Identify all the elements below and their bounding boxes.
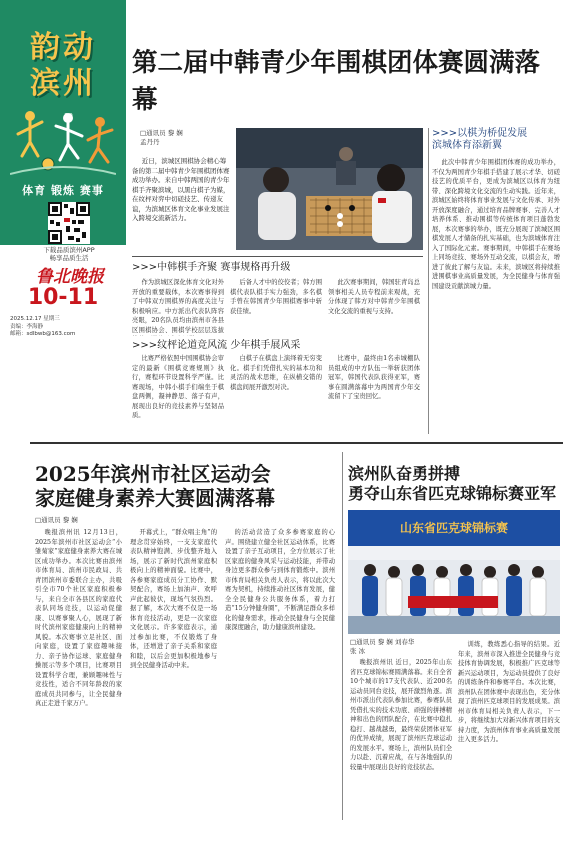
section2-col3: 比赛中，最终由1名赤城棚队员组成的中方队伍一举斩获团体冠军，韩国代表队获得亚军，赛事在圆满落幕中为两国青少年交流留下了宝贵回忆。 bbox=[328, 355, 420, 400]
team-photo bbox=[348, 510, 560, 634]
newspaper-logo: 鲁北晚报 bbox=[36, 267, 104, 287]
community-headline: 2025年滨州市社区运动会家庭健身素养大赛圆满落幕 bbox=[35, 462, 275, 510]
section1-col2: 后备人才中的佼佼者；韩方围棋代表队棋手实力强劲，多名棋手曾在韩国青少年围棋赛事中斩获佳绩。 bbox=[230, 279, 322, 315]
section2-col1: 比赛严格依照中国围棋协会审定的最新《围棋竞赛规则》执行，赛程环节设置科学严谨。比赛现场，中韩小棋手们端坐于棋盘两侧，凝神静思、落子有声，展现出良好的竞技素养与坚韧品质。 bbox=[132, 355, 224, 419]
section1-subhead: >>>中韩棋手齐聚 赛事规格再升级 bbox=[132, 262, 291, 273]
team-col2: 训练，教练悉心指导的结果。近年来，滨州市深入推进全民健身与竞技体育协调发展，积极推广匹克球等新兴运动项目，为运动员提供了良好的训练条件和参赛平台。本次比赛，滨州队在团体赛中表现出色，充分体现了滨州匹克球项目的发展成果。滨州市体育局相关负责人表示，下一步，将继续加大对新兴体育项目的支持力度，为滨州体育事业高质量发展注入更多活力。 bbox=[458, 641, 560, 743]
lead-section-divider bbox=[132, 256, 423, 257]
sports-silhouettes-illustration bbox=[10, 104, 116, 176]
issue-meta-editor: 责编：李海静 bbox=[10, 323, 44, 330]
issue-meta-date: 2025.12.17 星期三 bbox=[10, 316, 60, 322]
sidebar-subhead: >>>以棋为桥促发展 滨城体育添新翼 bbox=[432, 128, 528, 151]
sidebar-rule bbox=[428, 128, 429, 434]
section-separator bbox=[30, 442, 563, 444]
issue-meta bbox=[10, 316, 120, 339]
issue-date: 10-11 bbox=[27, 285, 99, 310]
team-col1: 晚报滨州讯 近日，2025年山东省匹克球锦标赛圆满落幕。来自全省10个城市的17支代表队、近200名运动员同台竞技，展开激烈角逐。滨州市派出代表队参加比赛，参赛队员凭借扎实的技术功底、顽强的拼搏精神和出色的团队配合，在比赛中稳扎稳打、越战越勇，最终荣获团体亚军的优异成绩，展现了滨州匹克球运动的发展水平。赛场上，滨州队员们全力以赴、沉着应战，在与各地强队的较量中展现出良好的竞技状态。 bbox=[350, 659, 452, 771]
section2-subhead: >>>纹枰论道竞风流 少年棋手展风采 bbox=[132, 340, 301, 351]
lead-headline: 第二届中韩青少年围棋团体赛圆满落幕 bbox=[132, 48, 541, 115]
lead-byline: □通讯员 黎 娴 孟丹丹 bbox=[140, 129, 183, 146]
masthead-title-line2: 滨州 bbox=[30, 66, 96, 101]
community-col1: 晚报滨州讯 12月13日，2025年滨州市社区运动会“小雏菊家”家庭健身素养大赛在城区成功举办。本次比赛由滨州市体育局、滨州市民政局、共青团滨州市委联合主办，共吸引全市70个社区家庭积极参与，来自全市各县区的家庭代表队同场竞技，以运动促健康、以赛事聚人心，展现了新时代滨州家庭健康向上的精神风貌。本次赛事立足社区、面向家庭，设置了家庭趣味接力、亲子协作运球、家庭健身操展示等多个项目，比赛项目设置科学合理，兼顾趣味性与竞技性，适合不同年龄段的家庭成员共同参与，让全民健身真正走进千家万户。 bbox=[35, 529, 122, 707]
section1-col3: 此次赛事期间，韩国驻青岛总领事相关人员专程前来观战，充分体现了韩方对中韩青少年围棋文化交流的重视与支持。 bbox=[328, 279, 420, 315]
community-col2: 开幕式上，“群众唱主角”的理念贯穿始终，一支支家庭代表队精神饱满、步伐整齐地入场，展示了新时代滨州家庭积极向上的精神面貌。比赛中，各参赛家庭成员分工协作、默契配合，赛场上加油声、欢呼声此起彼伏，现场气氛热烈。据了解，本次大赛不仅是一场体育竞技活动，更是一次家庭文化展示。许多家庭表示，通过参加比赛，不仅锻炼了身体，还增进了亲子关系和家庭和睦，以后会更加积极地参与到全民健身活动中来。 bbox=[130, 529, 217, 669]
section1-col1: 作为滨城区深化体育文化对外开放的重要载体，本次赛事得到了中韩双方围棋界的高度关注与积极响应。中方派出代表队阵容亮眼，20名队员均由滨州市各县区围棋协会、围棋学校层层选拔 bbox=[132, 279, 224, 334]
qr-caption: 下载品质滨州APP 畅享品质生活 bbox=[43, 246, 95, 262]
sidebar-body: 此次中韩青少年围棋团体赛的成功举办，不仅为两国青少年棋手搭建了展示才华、切磋技艺的优质平台，更成为滨城区以体育为纽带、深化跨境文化交流的生动实践。近年来，滨城区始终将体育事业发展与文化传承、对外开放深度融合，通过培育品牌赛事、完善人才培养体系、推动围棋等传统体育项目蓬勃发展，本次赛事的举办，既充分展现了滨城区围棋发展人才储备的扎实基础，也为滨城体育注入了国际化元素。赛事期间，中韩棋手在赛场上同场竞技、赛场外互动交流，以棋会友，增进了彼此了解与友谊。未来，滨城区将持续推进围棋事业高质量发展，为全民健身与体育强国建设贡献滨城力量。 bbox=[432, 159, 560, 290]
issue-meta-email: 邮箱：sdlbwb@163.com bbox=[10, 331, 76, 337]
lead-photo-go-match bbox=[236, 128, 423, 250]
lead-photo-caption: 近日，滨城区围棋协会精心筹备的第二届中韩青少年围棋团体赛成功举办。来自中韩两国的青少年棋手齐聚滨城，以黑白棋子为媒，在纹枰对弈中切磋技艺、传递友谊，为滨城区体育文化事业发展注入跨境交流新活力。 bbox=[132, 157, 230, 222]
masthead-title-line1: 韵动 bbox=[30, 30, 96, 65]
team-group-photo bbox=[348, 510, 560, 634]
go-match-photo bbox=[236, 128, 423, 250]
community-byline: □通讯员 黎 娴 bbox=[35, 516, 78, 524]
team-headline: 滨州队奋勇拼搏 勇夺山东省匹克球锦标赛亚军 bbox=[348, 464, 557, 503]
column-divider bbox=[342, 452, 343, 820]
community-col3: 的活动营造了众多参赛家庭的心声。围绕建立健全社区运动体系，比赛设置了亲子互动项目，全方位展示了社区家庭的健身风采与运动技能，并带动身边更多群众参与到体育锻炼中。滨州市体育局相关负责人表示，将以此次大赛为契机，持续推动社区体育发展，健全全民健身公共服务体系，着力打造“15分钟健身圈”，不断满足群众多样化的健身需求，推动全民健身与全民健康深度融合，助力健康滨州建设。 bbox=[225, 529, 335, 631]
qr-code-image[interactable] bbox=[48, 202, 90, 244]
banner-text: 山东省匹克球锦标赛 bbox=[399, 521, 509, 535]
section2-col2: 白棋子在棋盘上演绎着无穷变化。棋手们凭借扎实的基本功和灵活的战术思维，在纵横交错的棋盘间展开激烈对决。 bbox=[230, 355, 322, 391]
team-byline: □通讯员 黎 娴 刘春华 张 冰 bbox=[350, 638, 415, 655]
masthead-tagline: 体育 锻炼 赛事 bbox=[22, 184, 104, 197]
